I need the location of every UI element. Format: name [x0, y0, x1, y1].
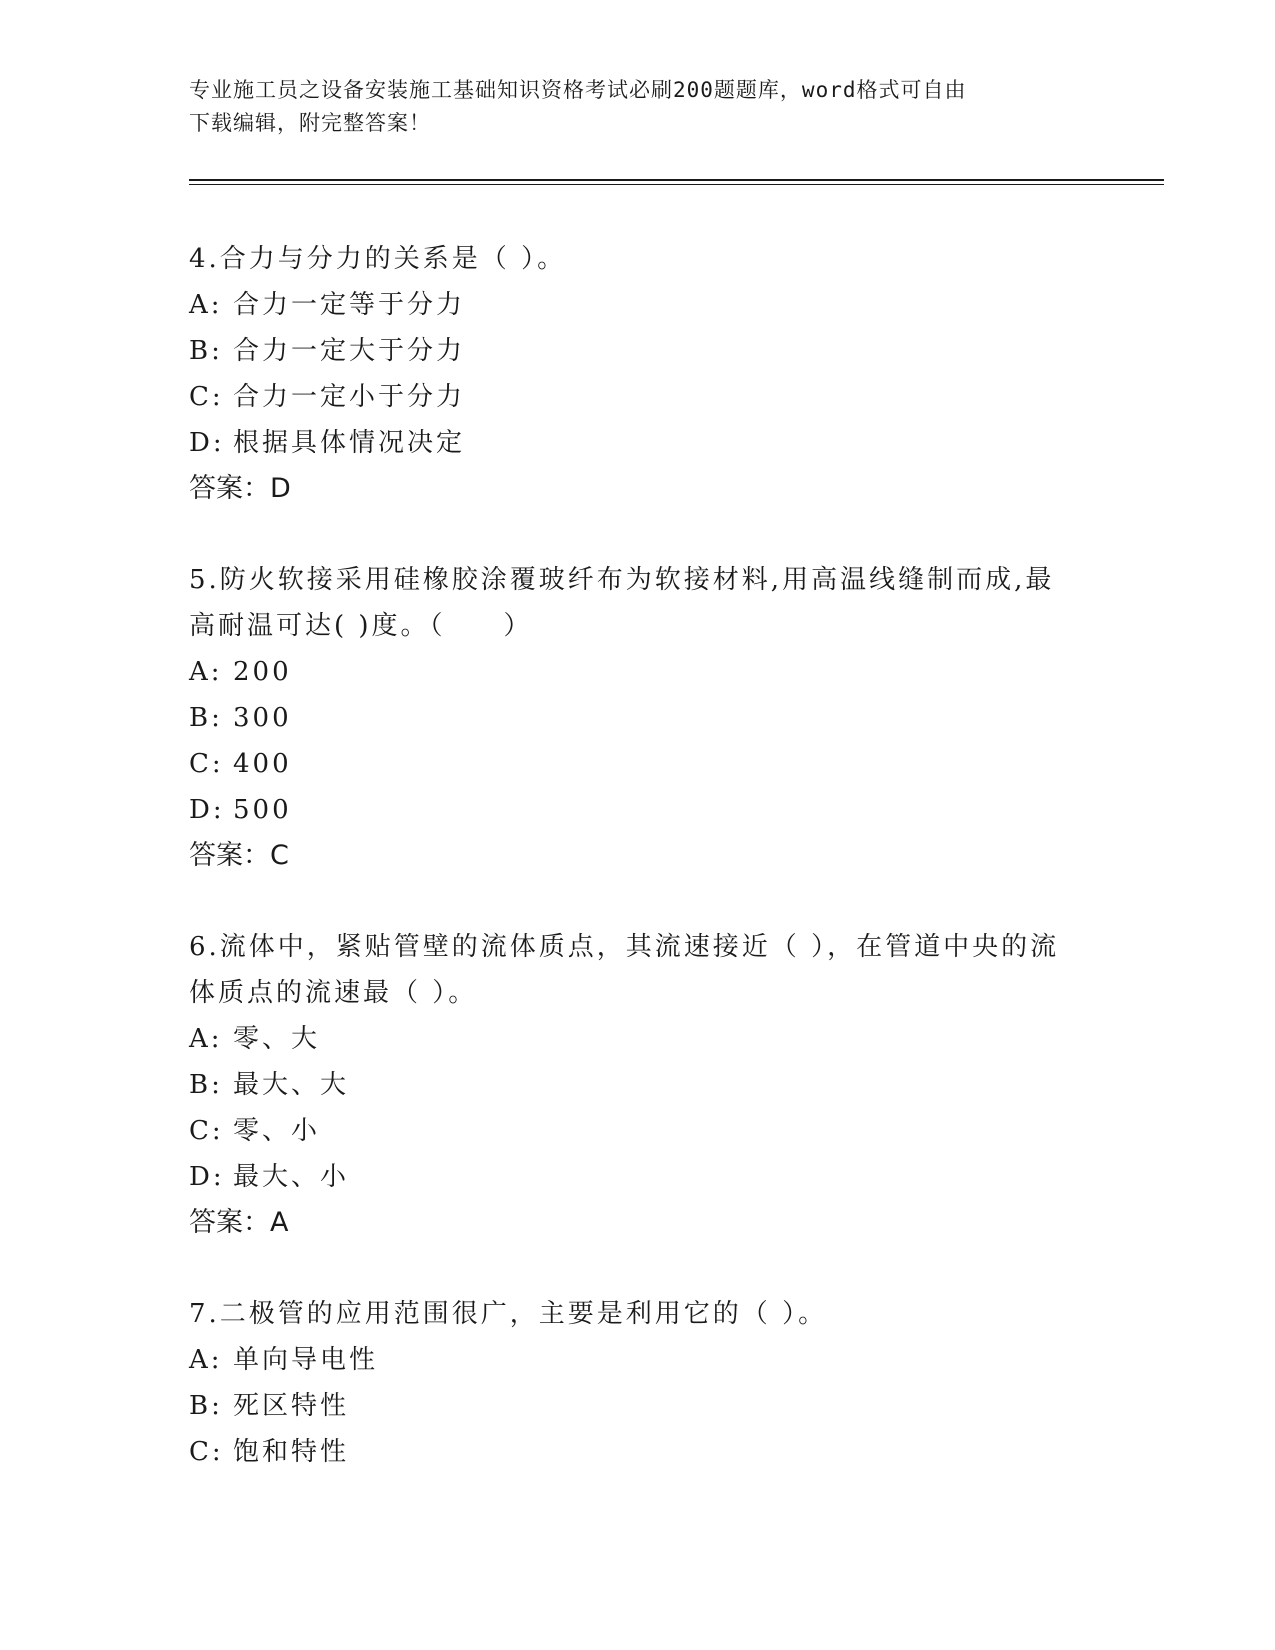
- answer-label: 答案：A: [189, 1207, 289, 1238]
- option-key: D:: [189, 1162, 225, 1192]
- answer-label: 答案：C: [189, 840, 289, 871]
- option-text: 饱和特性: [233, 1437, 350, 1467]
- option-key: B:: [189, 336, 223, 366]
- header-divider-thick: [189, 179, 1164, 181]
- option-item: [189, 649, 1089, 695]
- option-key: B:: [189, 1391, 223, 1421]
- option-item: [189, 328, 1089, 374]
- question-stem: 4.合力与分力的关系是（ ）。: [189, 244, 567, 274]
- option-key: B:: [189, 1070, 223, 1100]
- question-stem: 7.二极管的应用范围很广，主要是利用它的（ ）。: [189, 1299, 828, 1329]
- option-key: C:: [189, 749, 224, 779]
- option-key: D:: [189, 428, 225, 458]
- question-block: [189, 924, 1089, 1246]
- question-block: [189, 557, 1089, 879]
- option-text: 零、小: [233, 1116, 321, 1146]
- option-key: B:: [189, 703, 223, 733]
- option-text: 单向导电性: [233, 1345, 379, 1375]
- option-key: A:: [189, 1345, 223, 1375]
- question-stem: 5.防火软接采用硅橡胶涂覆玻纤布为软接材料,用高温线缝制而成,最: [189, 565, 1055, 595]
- option-item: [189, 1016, 1089, 1062]
- question-stem: 体质点的流速最（ ）。: [189, 978, 478, 1008]
- option-key: A:: [189, 1024, 223, 1054]
- option-item: [189, 282, 1089, 328]
- option-text: 根据具体情况决定: [233, 428, 466, 458]
- option-text: 400: [233, 749, 292, 779]
- option-item: [189, 1429, 1089, 1475]
- option-text: 200: [233, 657, 292, 687]
- question-block: [189, 1291, 1089, 1475]
- header-title-line-2: 下载编辑，附完整答案！: [189, 111, 431, 135]
- option-key: A:: [189, 657, 223, 687]
- option-text: 最大、大: [233, 1070, 350, 1100]
- document-header: [189, 74, 1069, 140]
- option-item: [189, 1383, 1089, 1429]
- option-item: [189, 374, 1089, 420]
- option-item: [189, 787, 1089, 833]
- option-text: 500: [233, 795, 292, 825]
- option-item: [189, 1337, 1089, 1383]
- header-divider-thin: [189, 184, 1164, 185]
- option-item: [189, 1062, 1089, 1108]
- option-text: 死区特性: [233, 1391, 350, 1421]
- header-title-line-1: 专业施工员之设备安装施工基础知识资格考试必刷200题题库，word格式可自由: [189, 78, 967, 102]
- option-item: [189, 420, 1089, 466]
- answer-label: 答案：D: [189, 473, 291, 504]
- question-list: [189, 236, 1089, 1520]
- question-block: [189, 236, 1089, 512]
- option-item: [189, 1108, 1089, 1154]
- question-stem: 高耐温可达( )度。（ ）: [189, 611, 533, 641]
- option-key: C:: [189, 1116, 224, 1146]
- option-item: [189, 695, 1089, 741]
- option-key: C:: [189, 382, 224, 412]
- option-item: [189, 741, 1089, 787]
- option-key: D:: [189, 795, 225, 825]
- option-text: 合力一定小于分力: [233, 382, 466, 412]
- option-text: 300: [233, 703, 292, 733]
- option-item: [189, 1154, 1089, 1200]
- option-key: C:: [189, 1437, 224, 1467]
- option-text: 零、大: [233, 1024, 321, 1054]
- option-key: A:: [189, 290, 223, 320]
- option-text: 合力一定等于分力: [233, 290, 466, 320]
- question-stem: 6.流体中，紧贴管壁的流体质点，其流速接近（ ），在管道中央的流: [189, 932, 1060, 962]
- option-text: 合力一定大于分力: [233, 336, 466, 366]
- option-text: 最大、小: [233, 1162, 350, 1192]
